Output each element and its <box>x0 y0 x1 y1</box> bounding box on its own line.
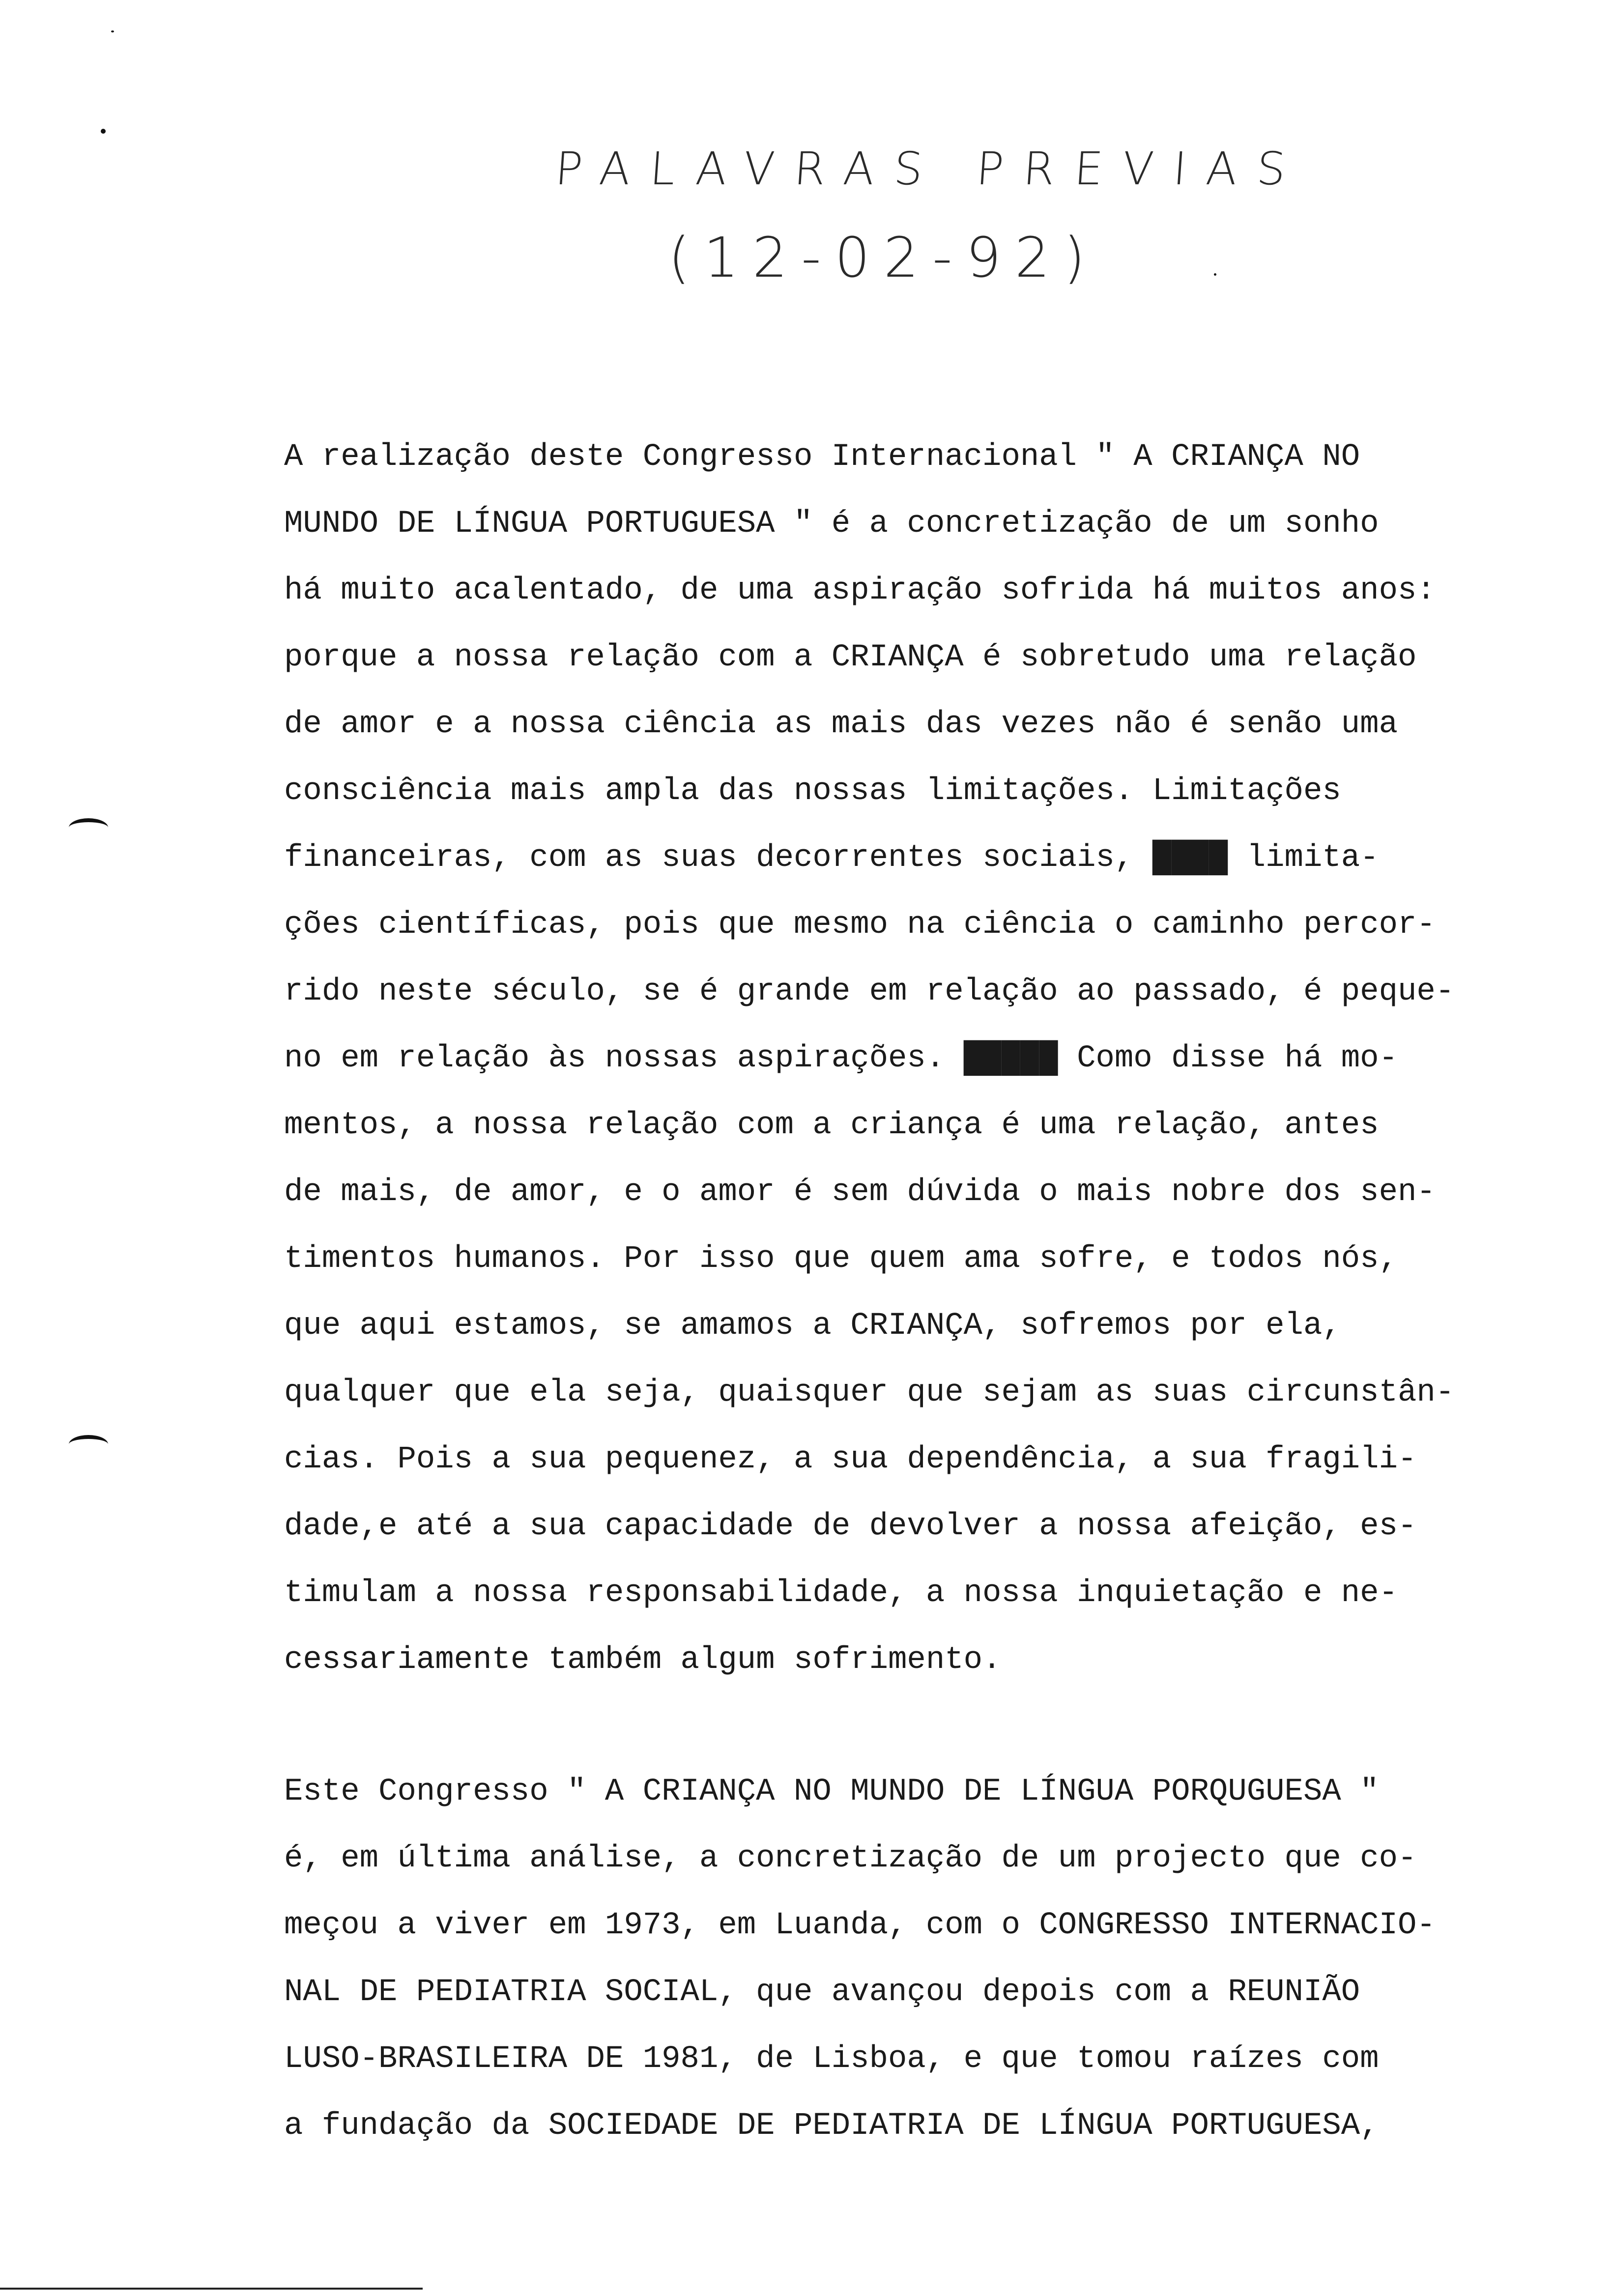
text-line: qualquer que ela seja, quaisquer que sejam as suas circunstân- <box>284 1375 1455 1410</box>
text-line: dade,e até a sua capacidade de devolver a nossa afeição, es- <box>284 1509 1417 1544</box>
paragraph-1 <box>284 424 1513 1693</box>
text-line: de amor e a nossa ciência as mais das vezes não é senão uma <box>284 707 1398 742</box>
text-line: financeiras, com as suas decorrentes sociais, ████ limita- <box>284 840 1379 876</box>
text-line: é, em última análise, a concretização de um projecto que co- <box>284 1841 1417 1876</box>
text-line: cessariamente também algum sofrimento. <box>284 1642 1002 1678</box>
text-line: rido neste século, se é grande em relação ao passado, é peque- <box>284 974 1455 1009</box>
text-line: há muito acalentado, de uma aspiração sofrida há muitos anos: <box>284 573 1436 608</box>
text-line: que aqui estamos, se amamos a CRIANÇA, sofremos por ela, <box>284 1308 1341 1344</box>
text-line: de mais, de amor, e o amor é sem dúvida o mais nobre dos sen- <box>284 1175 1436 1210</box>
text-line: ções científicas, pois que mesmo na ciência o caminho percor- <box>284 907 1436 943</box>
text-line: Este Congresso " A CRIANÇA NO MUNDO DE LÍNGUA PORQUGUESA " <box>284 1774 1379 1809</box>
text-line: NAL DE PEDIATRIA SOCIAL, que avançou depois com a REUNIÃO <box>284 1975 1360 2010</box>
text-line: MUNDO DE LÍNGUA PORTUGUESA " é a concretização de um sonho <box>284 506 1379 542</box>
text-line: timentos humanos. Por isso que quem ama sofre, e todos nós, <box>284 1241 1398 1277</box>
punch-hole-mark <box>69 1435 108 1454</box>
text-line: timulam a nossa responsabilidade, a nossa inquietação e ne- <box>284 1576 1398 1611</box>
text-line: mentos, a nossa relação com a criança é uma relação, antes <box>284 1108 1379 1143</box>
scan-speck <box>1214 273 1216 276</box>
punch-hole-mark <box>69 818 108 837</box>
text-line: cias. Pois a sua pequenez, a sua dependência, a sua fragili- <box>284 1442 1417 1477</box>
text-line: no em relação às nossas aspirações. █████ Como disse há mo- <box>284 1041 1398 1076</box>
handwritten-title: PALAVRAS PREVIAS <box>553 143 1307 195</box>
handwritten-date: (12-02-92) <box>668 226 1099 290</box>
text-line: LUSO-BRASILEIRA DE 1981, de Lisboa, e que tomou raízes com <box>284 2041 1379 2077</box>
text-line: meçou a viver em 1973, em Luanda, com o CONGRESSO INTERNACIO- <box>284 1908 1436 1943</box>
text-line: consciência mais ampla das nossas limitações. Limitações <box>284 774 1341 809</box>
bottom-rule <box>0 2288 423 2290</box>
scan-speck <box>111 30 114 32</box>
text-line: a fundação da SOCIEDADE DE PEDIATRIA DE LÍNGUA PORTUGUESA, <box>284 2108 1379 2144</box>
text-line: porque a nossa relação com a CRIANÇA é sobretudo uma relação <box>284 640 1417 675</box>
paragraph-2 <box>284 1758 1513 2159</box>
scan-speck <box>101 129 106 134</box>
text-line: A realização deste Congresso Internacional " A CRIANÇA NO <box>284 439 1360 475</box>
